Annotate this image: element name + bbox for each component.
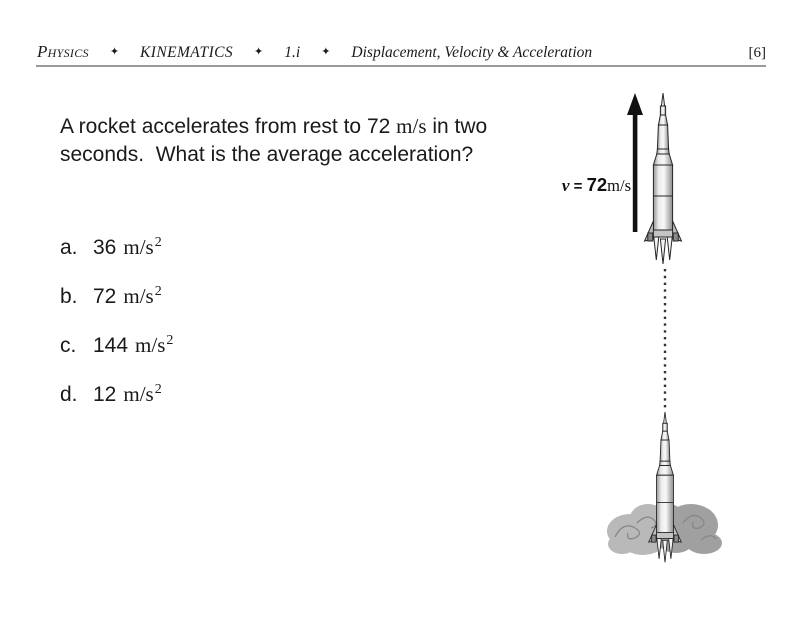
option-exponent: 2: [154, 235, 162, 250]
option-unit: m/s: [123, 284, 154, 308]
option-a: [60, 232, 173, 266]
option-unit: m/s: [123, 235, 154, 259]
header-rule: [36, 65, 766, 67]
option-unit: m/s: [123, 382, 154, 406]
option-b: [60, 281, 173, 315]
rocket-figure: [545, 85, 775, 580]
header-course: Physics: [37, 42, 89, 61]
diamond-bullet-icon: ✦: [254, 45, 264, 58]
option-exponent: 2: [154, 382, 162, 397]
option-unit: m/s: [135, 333, 166, 357]
rocket-illustration: [545, 85, 775, 580]
breadcrumb: [37, 42, 592, 62]
velocity-unit: m/s: [607, 176, 631, 195]
diamond-bullet-icon: ✦: [321, 45, 331, 58]
option-letter: a.: [60, 236, 78, 259]
header-section: 1.i: [284, 44, 301, 61]
option-exponent: 2: [166, 333, 174, 348]
option-exponent: 2: [154, 284, 162, 299]
option-value: 12: [93, 383, 117, 406]
option-letter: b.: [60, 285, 78, 308]
option-value: 36: [93, 236, 117, 259]
header: [37, 42, 766, 62]
equals-sign: =: [569, 178, 587, 195]
question-text: [60, 112, 565, 169]
question-run: A rocket accelerates from rest to 72: [60, 115, 397, 138]
up-arrow-icon: [627, 93, 643, 232]
option-letter: c.: [60, 334, 77, 357]
rocket-top: [645, 93, 682, 264]
page-number: [6]: [748, 45, 766, 61]
velocity-value: 72: [586, 174, 608, 195]
velocity-label: [545, 174, 631, 196]
option-letter: d.: [60, 383, 78, 406]
question-unit: m/s: [396, 114, 427, 138]
option-c: [60, 330, 173, 364]
header-topic: Displacement, Velocity & Acceleration: [351, 44, 593, 61]
option-value: 144: [93, 334, 129, 357]
diamond-bullet-icon: ✦: [109, 45, 120, 58]
options-list: [60, 232, 173, 413]
header-unit: KINEMATICS: [140, 44, 234, 61]
velocity-variable: v: [561, 176, 570, 195]
option-d: [60, 379, 173, 413]
option-value: 72: [93, 285, 117, 308]
question-run: in two seconds. What is the average acceleration?: [60, 115, 494, 166]
